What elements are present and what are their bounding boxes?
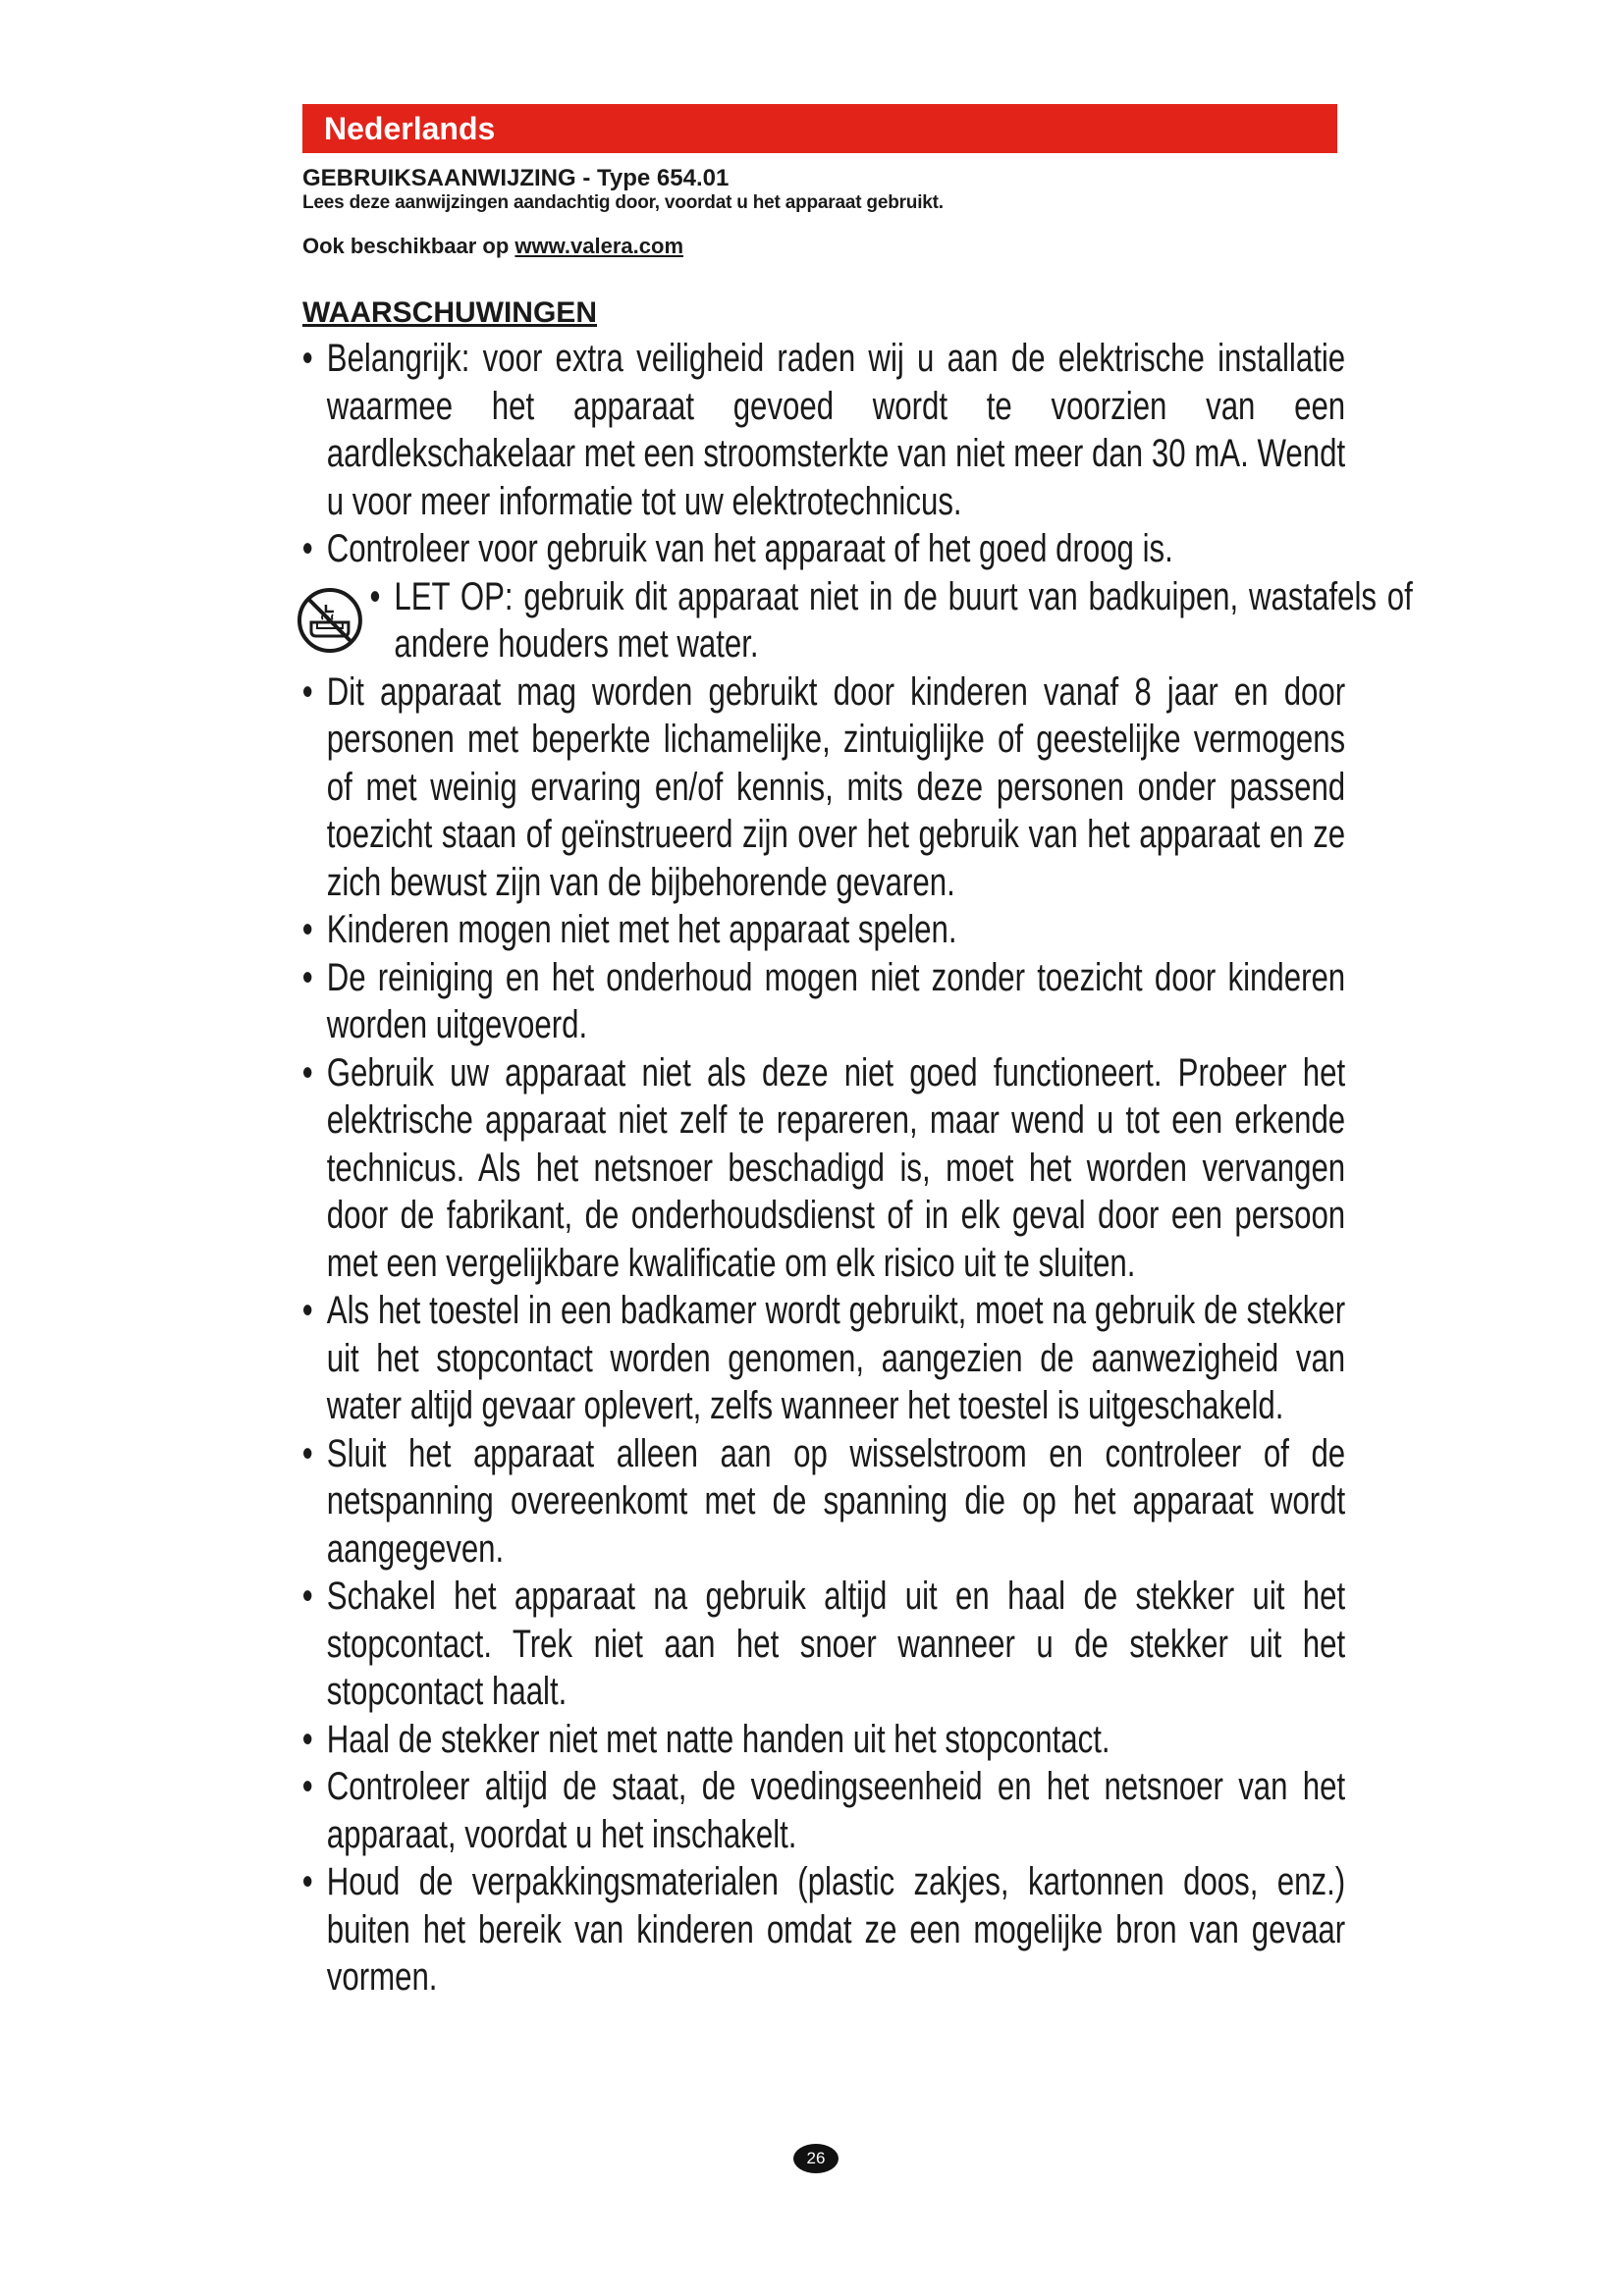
warning-item: • Als het toestel in een badkamer wordt gebruikt, moet na gebruik de stekker uit het stopcontact worden genomen, aangezien de aanwezigheid van water altijd gevaar oplevert, zelfs wanneer het toestel is uitgeschakeld. [295, 1287, 1345, 1430]
warning-item: • Kinderen mogen niet met het apparaat spelen. [295, 906, 1345, 954]
document-title: GEBRUIKSAANWIJZING - Type 654.01 [302, 165, 730, 191]
no-bathtub-icon [295, 585, 365, 656]
website-link[interactable]: www.valera.com [514, 234, 684, 258]
section-title: WAARSCHUWINGEN [302, 296, 597, 329]
warning-item: • Controleer altijd de staat, de voedingseenheid en het netsnoer van het apparaat, voordat u het inschakelt. [295, 1763, 1345, 1858]
warning-item: • Dit apparaat mag worden gebruikt door kinderen vanaf 8 jaar en door personen met beperkte lichamelijke, zintuiglijke of geestelijke vermogens of met weinig ervaring en/of kennis, mits deze personen onder passend toezicht staan of geïnstrueerd zijn over het gebruik van het apparaat en ze zich bewust zijn van de bijbehorende gevaren. [295, 668, 1345, 907]
availability-prefix: Ook beschikbaar op [302, 234, 515, 258]
language-banner [302, 104, 1337, 153]
warning-item: • Sluit het apparaat alleen aan op wisselstroom en controleer of de netspanning overeenkomt met de spanning die op het apparaat wordt aangegeven. [295, 1430, 1345, 1574]
warning-text: LET OP: gebruik dit apparaat niet in de buurt van badkuipen, wastafels of andere houders met water. [394, 574, 1413, 666]
page-number: 26 [793, 2144, 839, 2173]
warning-item: • Controleer voor gebruik van het apparaat of het goed droog is. [295, 525, 1345, 573]
document-subtitle: Lees deze aanwijzingen aandachtig door, voordat u het apparaat gebruikt. [302, 192, 944, 213]
warning-item: • Belangrijk: voor extra veiligheid raden wij u aan de elektrische installatie waarmee het apparaat gevoed wordt te voorzien van een aardlekschakelaar met een stroomsterkte van niet meer dan 30 mA. Wendt u voor meer informatie tot uw elektrotechnicus. [295, 335, 1345, 525]
warning-item: • Haal de stekker niet met natte handen uit het stopcontact. [295, 1716, 1345, 1764]
warning-item: • Schakel het apparaat na gebruik altijd uit en haal de stekker uit het stopcontact. Trek niet aan het snoer wanneer u de stekker uit het stopcontact haalt. [295, 1573, 1345, 1716]
warning-item-water [295, 573, 1413, 668]
warning-item: • Gebruik uw apparaat niet als deze niet goed functioneert. Probeer het elektrische apparaat niet zelf te repareren, maar wend u tot een erkende technicus. Als het netsnoer beschadigd is, moet het worden vervangen door de fabrikant, de onderhoudsdienst of in elk geval door een persoon met een vergelijkbare kwalificatie om elk risico uit te sluiten. [295, 1049, 1345, 1288]
language-label: Nederlands [324, 111, 496, 146]
warning-item: • Houd de verpakkingsmaterialen (plastic zakjes, kartonnen doos, enz.) buiten het bereik van kinderen omdat ze een mogelijke bron van gevaar vormen. [295, 1858, 1345, 2002]
warnings-list [295, 335, 1413, 2002]
availability-note [302, 234, 683, 259]
warning-item: • De reiniging en het onderhoud mogen niet zonder toezicht door kinderen worden uitgevoerd. [295, 954, 1345, 1049]
